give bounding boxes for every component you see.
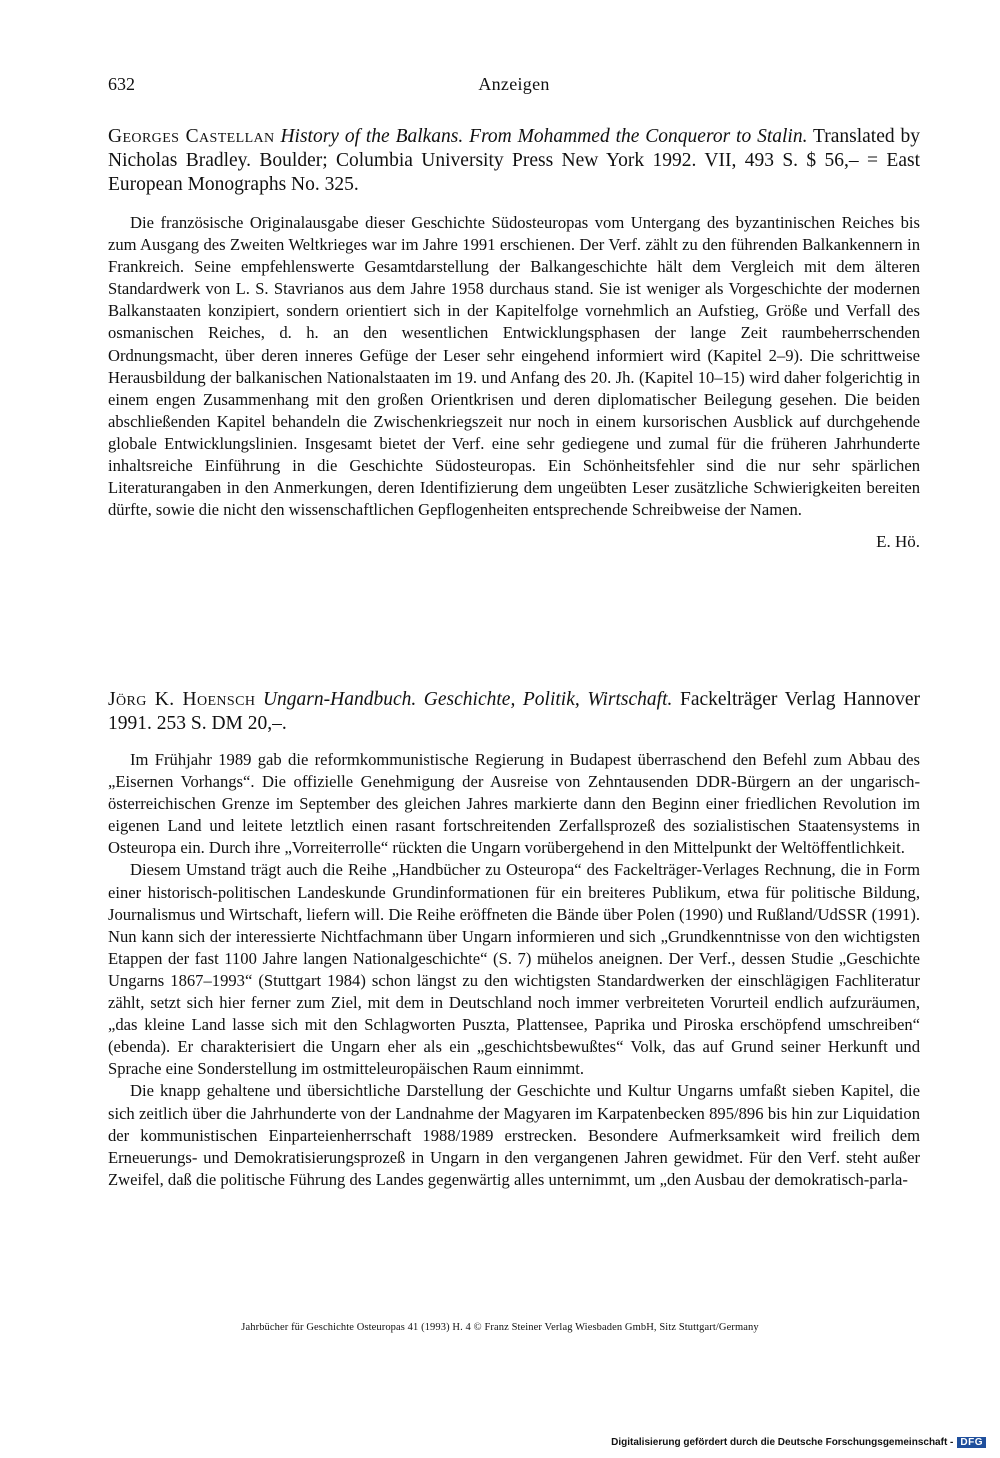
digitization-note: Digitalisierung gefördert durch die Deutsche Forschungsgemeinschaft - [611,1436,954,1448]
reviewer-initials: E. Hö. [876,532,920,552]
review-paragraph: Im Frühjahr 1989 gab die reformkommunistische Regierung in Budapest überraschend den Befehl zum Abbau des „Eisernen Vorhangs“. Die offizielle Genehmigung der Ausreise von Zehntausenden DDR-Bürgern an der ungarisch-österreichischen Grenze im September des gleichen Jahres markierte dann den Beginn einer friedlichen Revolution im eigenen Land und leitete letztlich einen rasant fortschreitenden Zerfallsprozeß des sozialistischen Staatensystems in Osteuropa ein. Durch ihre „Vorreiterrolle“ rückten die Ungarn vorübergehend in den Mittelpunkt der Weltöffentlichkeit. [108,750,920,858]
work-title: History of the Balkans. From Mohammed the Conqueror to Stalin. [280,126,808,147]
bibliographic-entry [108,688,920,736]
review-paragraph: Die knapp gehaltene und übersichtliche Darstellung der Geschichte und Kultur Ungarns umfaßt sieben Kapitel, die sich zeitlich über die Jahrhunderte von der Landnahme der Magyaren im Karpatenbecken 895/896 bis hin zur Liquidation der kommunistischen Einparteienherrschaft 1988/1989 erstrecken. Besondere Aufmerksamkeit wird freilich dem Erneuerungs- und Demokratisierungsprozeß in Ungarn in den vergangenen Jahren gewidmet. Für den Verf. steht außer Zweifel, daß die politische Führung des Landes gegenwärtig alles unternimmt, um „den Ausbau der demokratisch-parla- [108,1081,920,1189]
review-author: Jörg K. Hoensch [108,689,256,710]
review-paragraph: Die französische Originalausgabe dieser Geschichte Südosteuropas vom Untergang des byzantinischen Reiches bis zum Ausgang des Zweiten Weltkrieges war im Jahre 1991 erschienen. Der Verf. zählt zu den führenden Balkankennern in Frankreich. Seine empfehlenswerte Gesamtdarstellung der Balkangeschichte hält dem Vergleich mit dem älteren Standardwerk von L. S. Stavrianos aus dem Jahre 1958 durchaus stand. Sie ist weniger als Vorgeschichte der modernen Balkanstaaten konzipiert, sondern orientiert sich in der Kapitelfolge vornehmlich an Aufstieg, Größe und Verfall des osmanischen Reiches, d. h. an den wesentlichen Entwicklungsphasen der lange Zeit raumbeherrschenden Ordnungsmacht, über deren inneres Gefüge der Leser sehr eingehend informiert wird (Kapitel 2–9). Die schrittweise Herausbildung der balkanischen Nationalstaaten im 19. und Anfang des 20. Jh. (Kapitel 10–15) wird daher folgerichtig in einem engen Zusammenhang mit den großen Orientkrisen und deren diplomatischer Beilegung gesehen. Die beiden abschließenden Kapitel behandeln die Zwischenkriegszeit nur noch in einem kursorischen Ausblick auf durchgehende globale Entwicklungslinien. Insgesamt bietet der Verf. eine sehr gediegene und zumal für die früheren Jahrhunderte inhaltsreiche Einführung in die Geschichte Südosteuropas. Ein Schönheitsfehler sind die nur sehr spärlichen Literaturangaben in den Anmerkungen, deren Identifizierung dem ungeübten Leser zusätzliche Schwierigkeiten bereiten dürfte, sowie die nicht den wissenschaftlichen Gepflogenheiten entsprechende Schreibweise der Namen. [108,213,920,520]
publication-details: Translated by Nicholas Bradley. Boulder; Columbia University Press New York 1992. VII, 493 S. $ 56,– = East European Monographs No. 325. [108,126,921,195]
review-paragraph: Diesem Umstand trägt auch die Reihe „Handbücher zu Osteuropa“ des Fackelträger-Verlages Rechnung, die in Form einer historisch-politischen Landeskunde Grundinformationen für ein breiteres Publikum, etwa für politische Bildung, Journalismus und Wirtschaft, liefern will. Die Reihe eröffneten die Bände über Polen (1990) und Rußland/UdSSR (1991). Nun kann sich der interessierte Nichtfachmann über Ungarn informieren und sich „Grundkenntnisse von den wichtigsten Etappen der fast 1100 Jahre langen Nationalgeschichte“ (S. 7) mühelos aneignen. Der Verf., dessen Studie „Geschichte Ungarns 1867–1993“ (Stuttgart 1984) schon längst zu den wichtigsten Standardwerken der einschlägigen Fachliteratur zählt, setzt sich hier ferner zum Ziel, mit dem in Deutschland noch immer verbreiteten Vorurteil endlich aufzuräumen, „das kleine Land lasse sich mit den Schlagworten Puszta, Plattensee, Paprika und Piroska erschöpfend umschreiben“ (ebenda). Er charakterisiert die Ungarn eher als ein „geschichtsbewußtes“ Volk, das auf Grund seiner Herkunft und Sprache eine Sonderstellung im ostmitteleuropäischen Raum einnimmt. [108,860,920,1079]
dfg-logo: DFG [957,1437,986,1448]
review-body [108,749,920,1191]
section-title: Anzeigen [478,74,550,94]
digitization-banner [611,1435,986,1449]
running-head [108,74,920,104]
review-body [108,212,920,521]
review-hoensch [108,688,920,1191]
publication-details: Fackelträger Verlag Hannover 1991. 253 S. DM 20,–. [108,689,921,734]
work-title: Ungarn-Handbuch. Geschichte, Politik, Wirtschaft. [262,689,673,710]
review-author: Georges Castellan [108,126,275,147]
review-castellan [108,125,920,552]
page-number: 632 [108,74,135,94]
journal-footer: Jahrbücher für Geschichte Osteuropas 41 (1993) H. 4 © Franz Steiner Verlag Wiesbaden GmbH, Sitz Stuttgart/Germany [241,1322,759,1333]
bibliographic-entry [108,125,920,197]
